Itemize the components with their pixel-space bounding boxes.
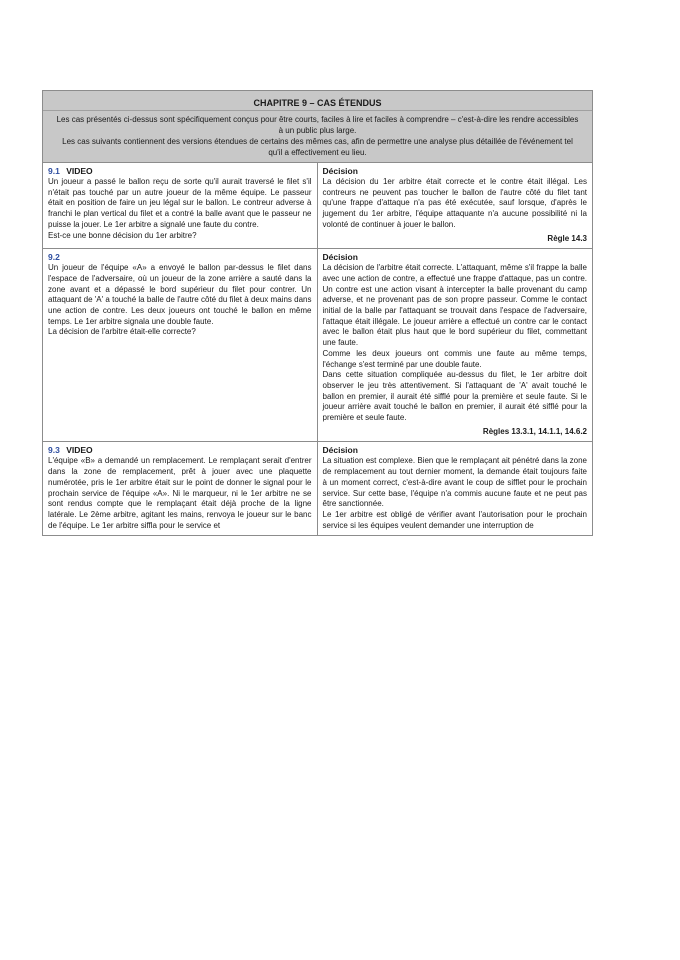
cases-table: [42, 90, 593, 536]
case-9-3-decision-cell: [318, 442, 593, 535]
case-9-1-question-cell: [43, 163, 318, 248]
rule-reference: Règles 13.3.1, 14.1.1, 14.6.2: [482, 426, 587, 436]
case-description: Un joueur a passé le ballon reçu de sorte qu'il aurait traversé le filet s'il n'était pas touché par un autre joueur de la même équipe. Le passeur était en position de faire un jeu légal sur le ballon. Le contreur adverse à franchi le plan vertical du filet et a contré la balle avant que le passeur ne puisse la jouer. Le 1er arbitre a signalé une faute du contre.: [48, 177, 312, 229]
case-heading: [48, 251, 312, 263]
rule-reference: Règle 14.3: [547, 233, 587, 243]
case-description: L'équipe «B» a demandé un remplacement. Le remplaçant serait d'entrer dans la zone de remplacement, prêt à jouer avec une plaquette numérotée, pris le 1er arbitre était sur le point de donner le signal pour le prochain service de l'équipe «A». Ni le marqueur, ni le 1er arbitre ne se sont rendus compte que le remplaçant était déjà proche de la ligne latérale. Le 2ème arbitre, agitant les mains, renvoya le joueur sur le banc de l'équipe. Le 1er arbitre siffla pour le service et: [48, 456, 312, 530]
case-heading: [48, 165, 312, 177]
case-9-1-decision-cell: [318, 163, 593, 248]
cases-grid: [43, 163, 592, 535]
decision-heading: Décision: [322, 445, 358, 456]
decision-text-2: Comme les deux joueurs ont commis une faute au même temps, l'échange s'est terminé par une double faute.: [322, 348, 587, 369]
video-tag: VIDEO: [66, 166, 93, 176]
case-9-2-decision-cell: [318, 249, 593, 441]
decision-text: La décision de l'arbitre était correcte. L'attaquant, même s'il frappe la balle avec une action de contre, a effectué une frappe d'attaque, pas un contre. Un contre est une action visant à intercepter la balle provenant du camp adverse, et ne provenant pas de son propre passeur. Comme le contact initial de la balle par l'attaquant se trouvait dans l'espace de l'adversaire, l'attaque était illégale. Le joueur arrière a effectué un contre car le contact avec le ballon était plus haut que le bord supérieur du filet, commettant une faute.: [322, 263, 587, 348]
decision-heading: Décision: [322, 252, 358, 263]
case-question: La décision de l'arbitre était-elle correcte?: [48, 327, 196, 337]
case-question: Est-ce une bonne décision du 1er arbitre?: [48, 230, 197, 240]
chapter-intro: [43, 111, 592, 162]
chapter-title: CHAPITRE 9 – CAS ÉTENDUS: [43, 91, 592, 111]
case-9-2-question-cell: [43, 249, 318, 441]
decision-text: La décision du 1er arbitre était correcte et le contre était illégal. Les contreurs ne peuvent pas toucher le ballon de l'autre côté du filet tant qu'une frappe d'attaque n'a pas été exécutée, sauf lorsque, d'après le jugement du 1er arbitre, l'équipe attaquante n'a aucune possibilité ni la volonté de continuer à jouer le ballon.: [322, 177, 587, 229]
case-description: Un joueur de l'équipe «A» a envoyé le ballon par-dessus le filet dans l'espace de l'adversaire, où un joueur de la zone arrière a sauté dans la zone avant et a dépassé le bord supérieur du filet pour contrer. Un attaquant de 'A' a touché la balle de l'autre côté du filet à deux mains dans une action de contre. Les deux joueurs ont touché le ballon en même temps. Le 1er arbitre signala une double faute.: [48, 263, 312, 326]
decision-heading: Décision: [322, 166, 358, 176]
case-number: 9.1: [48, 166, 60, 176]
decision-text: La situation est complexe. Bien que le remplaçant ait pénétré dans la zone de remplacement au tout dernier moment, la demande était toujours faite à un moment correct, c'est-à-dire avant le coup de sifflet pour le prochain service. Sur cette base, l'équipe n'a commis aucune faute et ne peut pas être sanctionnée.: [322, 456, 587, 509]
case-heading: [48, 444, 312, 456]
intro-paragraph-1: Les cas présentés ci-dessus sont spécifiquement conçus pour être courts, faciles à lire et faciles à comprendre – c'est-à-dire les rendre accessibles à un public plus large.: [56, 115, 579, 135]
chapter-header: [43, 91, 592, 163]
case-9-3-question-cell: [43, 442, 318, 535]
decision-text-2: Le 1er arbitre est obligé de vérifier avant l'autorisation pour le prochain service si les équipes veulent demander une interruption de: [322, 509, 587, 530]
decision-text-3: Dans cette situation compliquée au-dessus du filet, le 1er arbitre doit observer le jeu très attentivement. Si l'attaquant de 'A' avait touché le ballon en premier, il aurait été sifflé pour la première et seule faute. Si le joueur arrière avait touché le ballon en premier, il aurait été sifflé pour la première et seule faute.: [322, 370, 587, 423]
case-number: 9.3: [48, 445, 60, 456]
intro-paragraph-2: Les cas suivants contiennent des versions étendues de certains des mêmes cas, afin de permettre une analyse plus détaillée de l'événement tel qu'il a effectivement eu lieu.: [62, 137, 573, 157]
case-number: 9.2: [48, 252, 60, 263]
video-tag: VIDEO: [66, 445, 93, 456]
